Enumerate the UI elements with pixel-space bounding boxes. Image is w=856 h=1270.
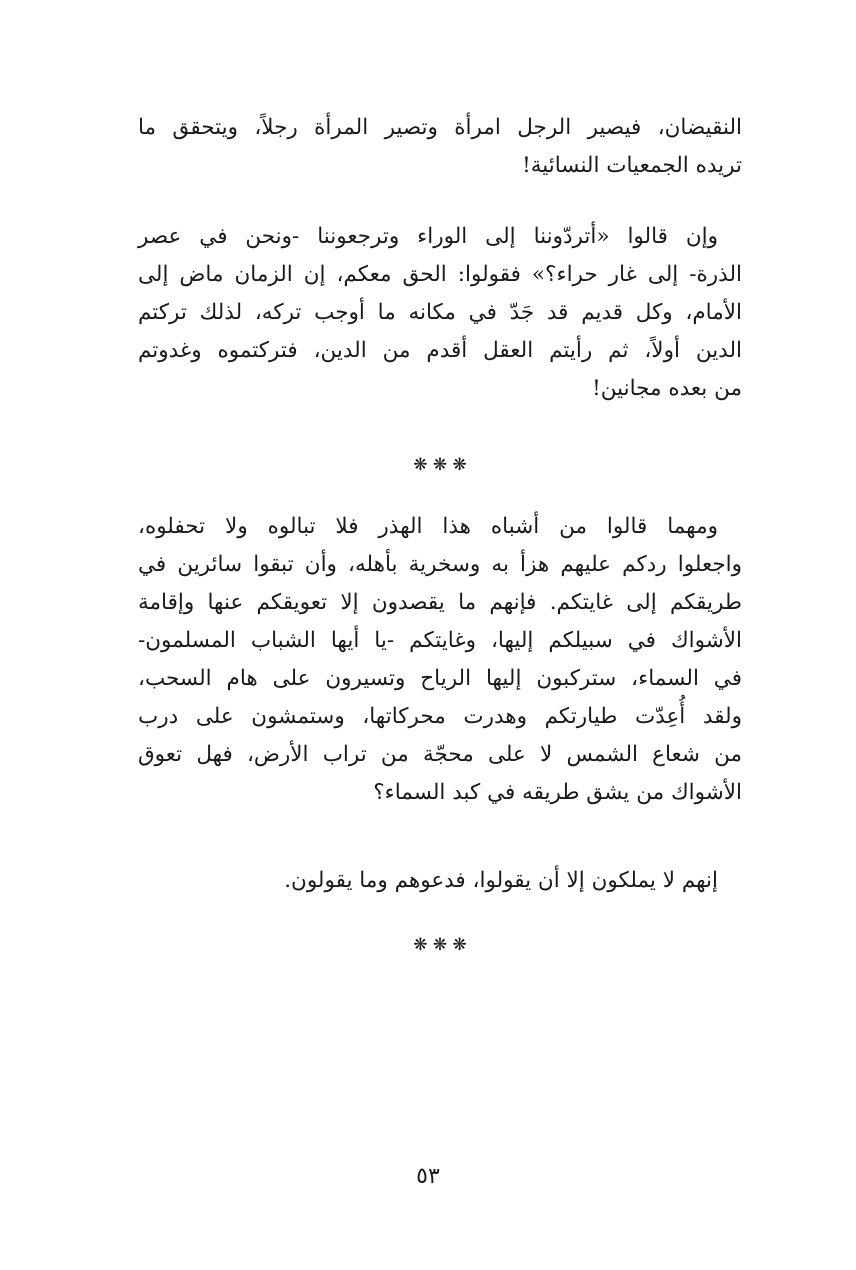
text-line: تريده الجمعيات النسائية! xyxy=(522,153,742,178)
paragraph xyxy=(138,862,742,900)
text-line: وإن قالوا «أتردّوننا إلى الوراء وترجعوننا -ونحن في عصر xyxy=(138,224,718,249)
text-line: الذرة- إلى غار حراء؟» فقولوا: الحق معكم، إن الزمان ماض إلى xyxy=(138,262,742,287)
section-separator: ❋ ❋ ❋ xyxy=(413,935,467,955)
paragraph xyxy=(138,218,742,408)
text-line: الدين أولاً، ثم رأيتم العقل أقدم من الدين، فتركتموه وغدوتم xyxy=(138,338,742,363)
text-line: النقيضان، فيصير الرجل امرأة وتصير المرأة رجلاً، ويتحقق ما xyxy=(138,115,742,140)
text-line: الأشواك في سبيلكم إليها، وغايتكم -يا أيها الشباب المسلمون- xyxy=(138,628,742,653)
text-line: ولقد أُعِدّت طيارتكم وهدرت محركاتها، وستمشون على درب xyxy=(138,704,742,729)
text-line: الأشواك من يشق طريقه في كبد السماء؟ xyxy=(373,780,742,805)
text-line: طريقكم إلى غايتكم. فإنهم ما يقصدون إلا تعويقكم عنها وإقامة xyxy=(138,590,742,615)
text-line: إنهم لا يملكون إلا أن يقولوا، فدعوهم وما يقولون. xyxy=(284,868,718,893)
section-separator: ❋ ❋ ❋ xyxy=(413,455,467,475)
paragraph xyxy=(138,508,742,812)
text-line: الأمام، وكل قديم قد جَدّ في مكانه ما أوجب تركه، لذلك تركتم xyxy=(138,300,742,325)
text-line: ومهما قالوا من أشباه هذا الهذر فلا تبالوه ولا تحفلوه، xyxy=(138,514,718,539)
text-line: من بعده مجانين! xyxy=(592,376,742,401)
text-line: من شعاع الشمس لا على محجّة من تراب الأرض، فهل تعوق xyxy=(138,742,742,767)
text-line: واجعلوا ردكم عليهم هزأ به وسخرية بأهله، وأن تبقوا سائرين في xyxy=(138,552,742,577)
text-line: في السماء، ستركبون إليها الرياح وتسيرون على هام السحب، xyxy=(138,666,742,691)
paragraph xyxy=(138,109,742,185)
page-number: ٥٣ xyxy=(416,1164,440,1189)
